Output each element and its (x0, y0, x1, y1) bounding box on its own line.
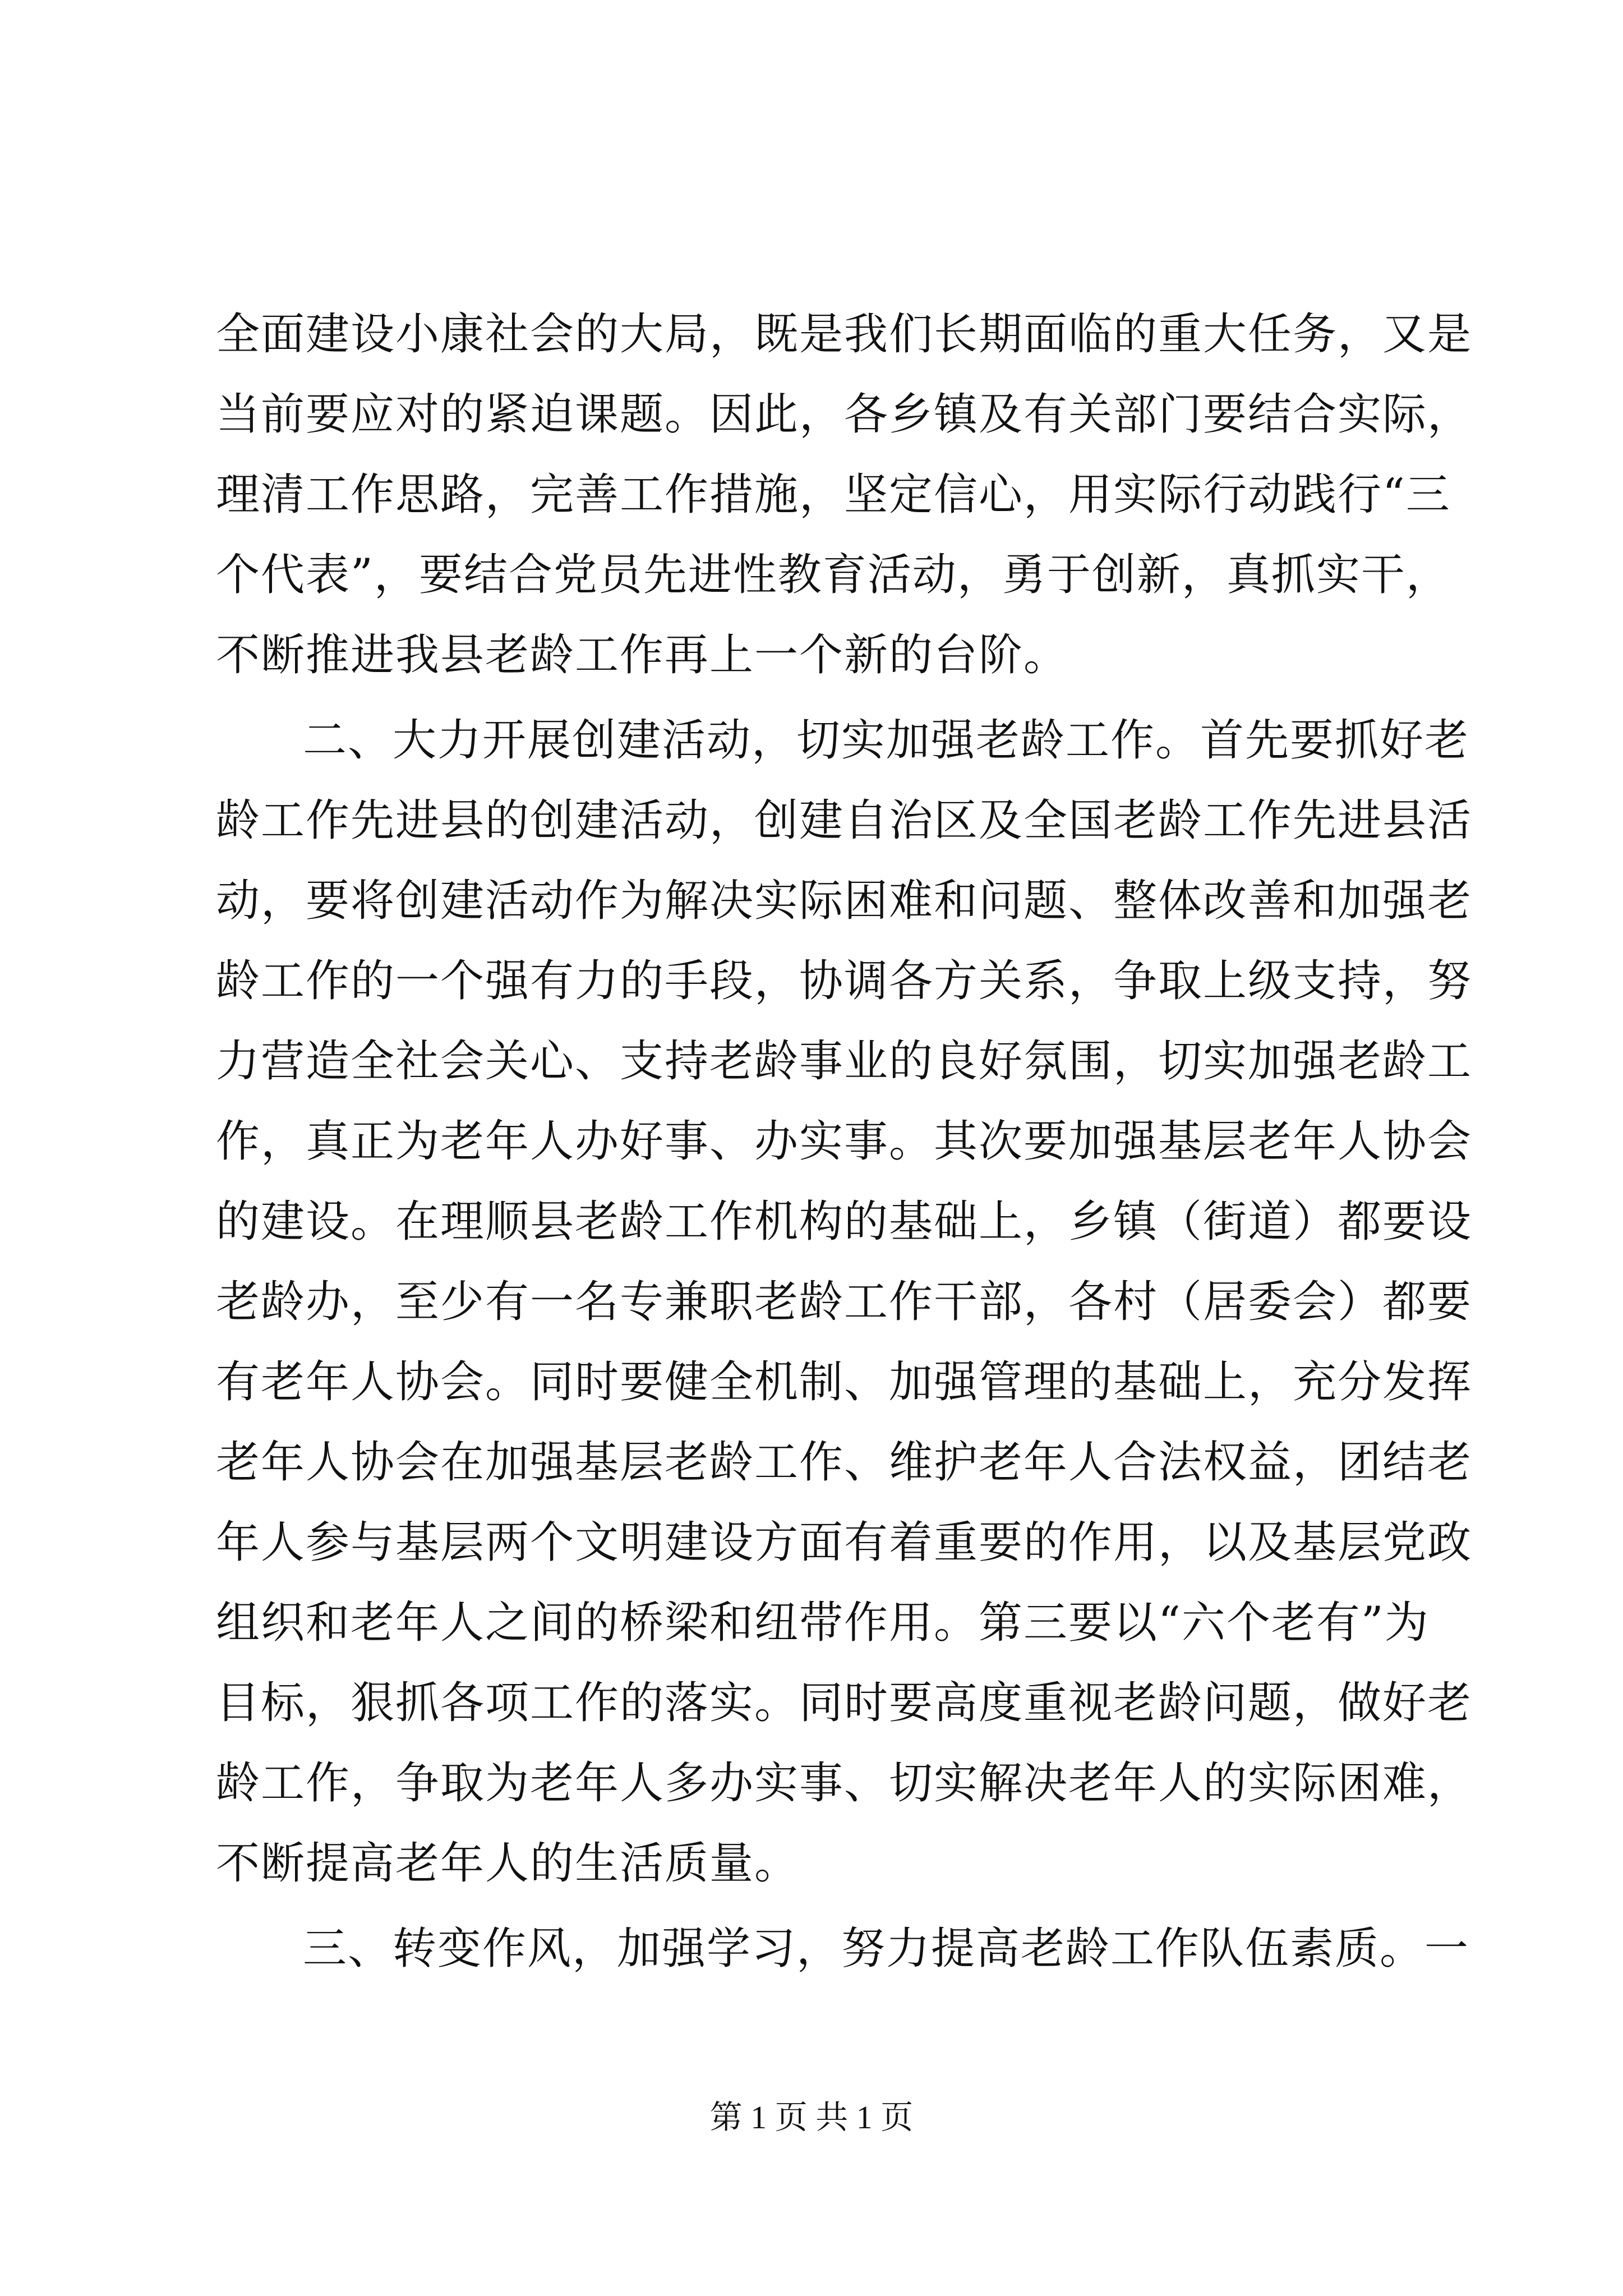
paragraph-heading-3: 三、转变作风，加强学习，努力提高老龄工作队伍素质。一 (303, 1924, 1470, 1974)
text-line: 作，真正为老年人办好事、办实事。其次要加强基层老年人协会 (216, 1116, 1473, 1167)
text-line: 理清工作思路，完善工作措施，坚定信心，用实际行动践行“三 (216, 470, 1451, 520)
text-line: 目标，狠抓各项工作的落实。同时要高度重视老龄问题，做好老 (216, 1678, 1473, 1728)
page-footer: 第 1 页 共 1 页 (709, 2099, 914, 2136)
text-line: 组织和老年人之间的桥梁和纽带作用。第三要以“六个老有”为 (216, 1598, 1430, 1648)
text-line: 老龄办，至少有一名专兼职老龄工作干部，各村（居委会）都要 (216, 1277, 1473, 1327)
text-line: 不断推进我县老龄工作再上一个新的台阶。 (216, 630, 1069, 680)
text-line: 有老年人协会。同时要健全机制、加强管理的基础上，充分发挥 (216, 1357, 1473, 1407)
text-line: 当前要应对的紧迫课题。因此，各乡镇及有关部门要结合实际， (216, 389, 1473, 440)
text-line: 龄工作，争取为老年人多办实事、切实解决老年人的实际困难， (216, 1758, 1473, 1809)
text-line: 老年人协会在加强基层老龄工作、维护老年人合法权益，团结老 (216, 1437, 1473, 1488)
text-line: 不断提高老年人的生活质量。 (216, 1838, 800, 1889)
text-line: 的建设。在理顺县老龄工作机构的基础上，乡镇（街道）都要设 (216, 1197, 1473, 1247)
text-line: 年人参与基层两个文明建设方面有着重要的作用，以及基层党政 (216, 1517, 1473, 1568)
text-line: 龄工作先进县的创建活动，创建自治区及全国老龄工作先进县活 (216, 795, 1473, 846)
paragraph-heading-2: 二、大力开展创建活动，切实加强老龄工作。首先要抓好老 (303, 715, 1470, 766)
text-line: 动，要将创建活动作为解决实际困难和问题、整体改善和加强老 (216, 876, 1473, 926)
text-line: 力营造全社会关心、支持老龄事业的良好氛围，切实加强老龄工 (216, 1036, 1473, 1087)
text-line: 全面建设小康社会的大局，既是我们长期面临的重大任务，又是 (216, 309, 1473, 360)
text-line: 龄工作的一个强有力的手段，协调各方关系，争取上级支持，努 (216, 956, 1473, 1006)
text-line: 个代表”，要结合党员先进性教育活动，勇于创新，真抓实干， (216, 550, 1451, 600)
